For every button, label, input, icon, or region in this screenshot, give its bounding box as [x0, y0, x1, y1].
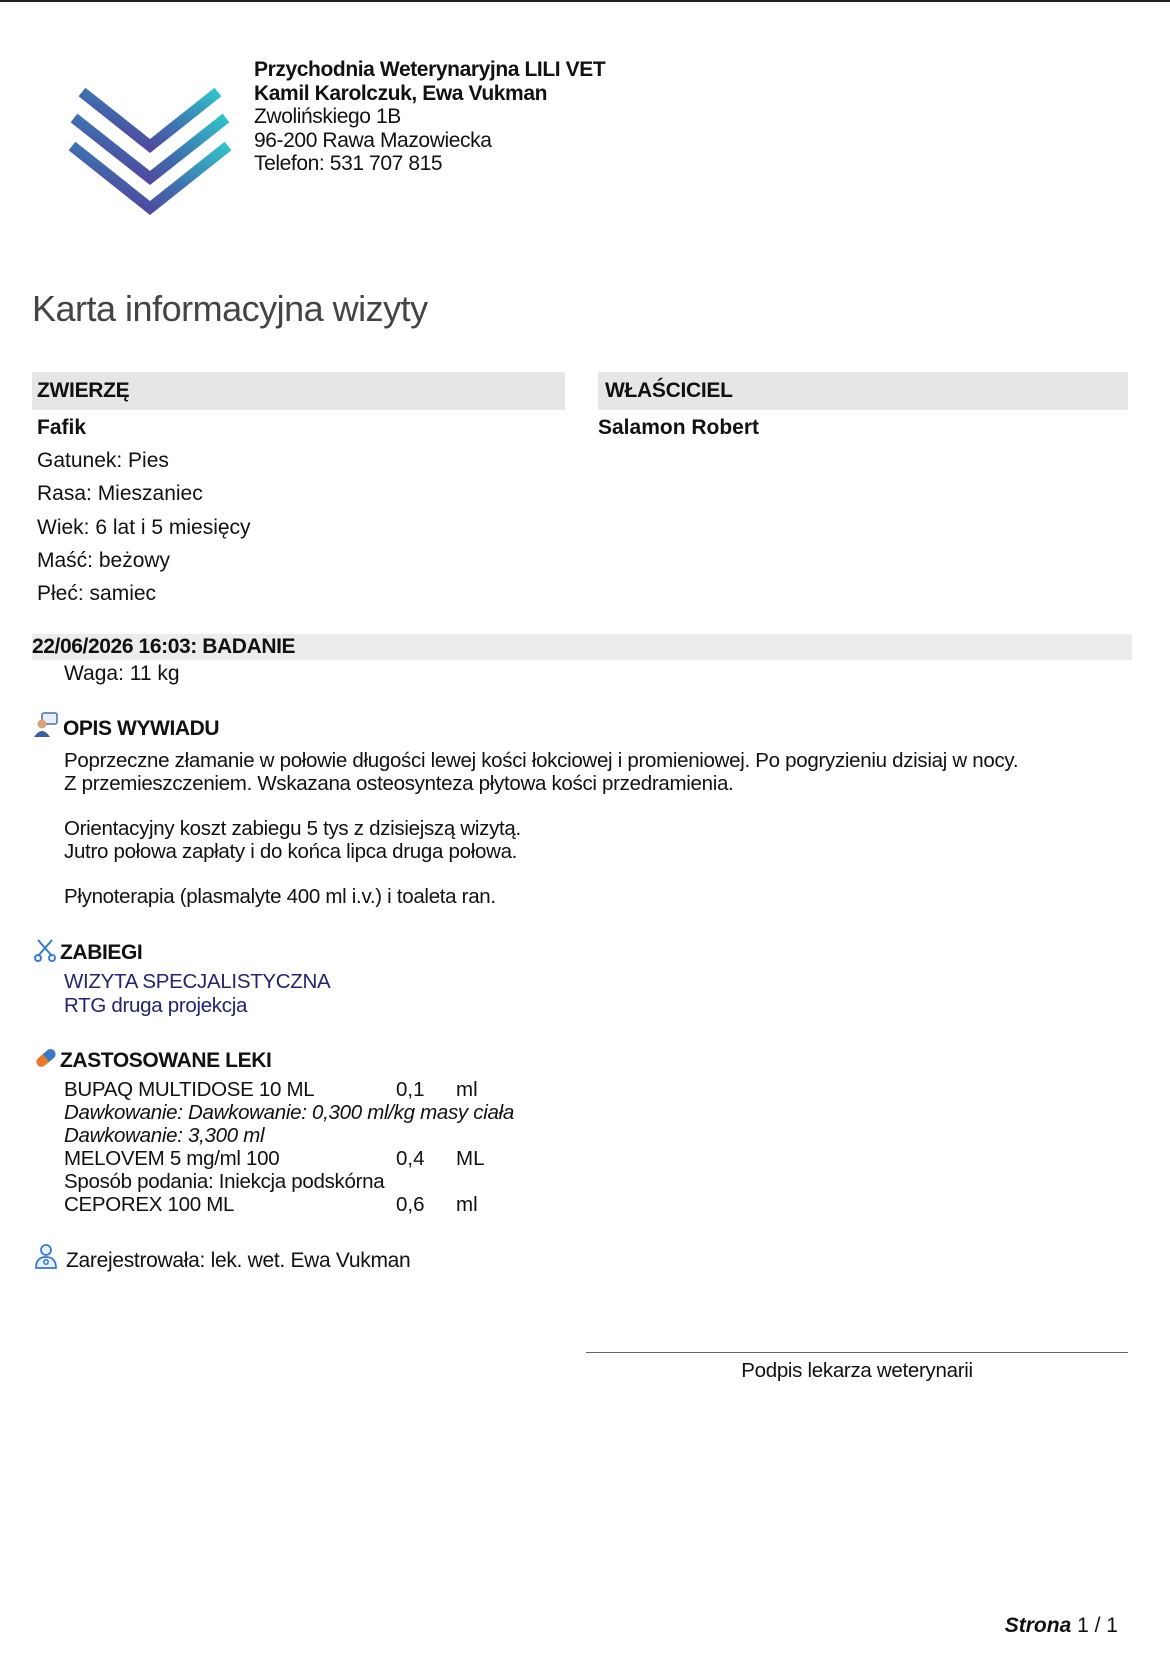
interview-icon [33, 712, 59, 738]
registered-by: Zarejestrowała: lek. wet. Ewa Vukman [66, 1249, 411, 1272]
page-number [1005, 1614, 1118, 1638]
page-title: Karta informacyjna wizyty [32, 288, 428, 329]
page-top-border [0, 0, 1170, 2]
visit-weight: Waga: 11 kg [64, 662, 180, 685]
page-total: / 1 [1094, 1614, 1118, 1637]
animal-age: Wiek: 6 lat i 5 miesięcy [37, 516, 251, 539]
interview-line: Orientacyjny koszt zabiegu 5 tys z dzisiejszą wizytą. [64, 817, 521, 840]
clinic-street: Zwolińskiego 1B [254, 105, 401, 128]
signature-line [586, 1352, 1128, 1353]
medication-quantity: 0,6 [396, 1193, 425, 1216]
pill-icon [33, 1045, 59, 1071]
animal-species: Gatunek: Pies [37, 449, 169, 472]
doctor-icon [33, 1243, 59, 1269]
visit-header: 22/06/2026 16:03: BADANIE [32, 634, 1132, 660]
animal-section-header: ZWIERZĘ [32, 372, 565, 410]
medication-quantity: 0,4 [396, 1147, 425, 1170]
animal-coat-color: Maść: beżowy [37, 549, 171, 572]
clinic-logo [68, 80, 248, 235]
interview-line: Płynoterapia (plasmalyte 400 ml i.v.) i toaleta ran. [64, 885, 496, 908]
medications-title: ZASTOSOWANE LEKI [60, 1049, 272, 1072]
interview-line: Poprzeczne złamanie w połowie długości lewej kości łokciowej i promieniowej. Po pogryzieniu dzisiaj w nocy. [64, 749, 1019, 772]
clinic-city: 96-200 Rawa Mazowiecka [254, 128, 492, 152]
owner-name: Salamon Robert [598, 416, 760, 439]
interview-paragraph [64, 885, 496, 908]
interview-line: Jutro połowa zapłaty i do końca lipca druga połowa. [64, 840, 518, 863]
clinic-phone: Telefon: 531 707 815 [254, 152, 443, 175]
animal-name: Fafik [37, 416, 87, 439]
animal-sex: Płeć: samiec [37, 582, 157, 605]
clinic-info [254, 58, 605, 176]
signature-label: Podpis lekarza weterynarii [741, 1359, 973, 1382]
scissors-icon [33, 937, 59, 963]
page-label: Strona [1004, 1614, 1072, 1637]
medication-quantity: 0,1 [396, 1078, 425, 1101]
interview-line: Z przemieszczeniem. Wskazana osteosynteza płytowa kości przedramienia. [64, 772, 734, 795]
procedure-item: WIZYTA SPECJALISTYCZNA [64, 970, 331, 993]
medication-dosage-note: Dawkowanie: Dawkowanie: 0,300 ml/kg masy ciała [64, 1101, 514, 1124]
page-current: 1 [1077, 1614, 1089, 1637]
medication-dosage-note: Dawkowanie: 3,300 ml [64, 1124, 265, 1147]
medication-name: MELOVEM 5 mg/ml 100 [64, 1147, 280, 1170]
interview-title: OPIS WYWIADU [63, 717, 220, 740]
interview-paragraph [64, 817, 521, 863]
owner-section-header: WŁAŚCICIEL [598, 372, 1128, 410]
clinic-name: Przychodnia Weterynaryjna LILI VET [254, 58, 606, 81]
interview-paragraph [64, 749, 1018, 795]
animal-breed: Rasa: Mieszaniec [37, 482, 203, 505]
medication-unit: ML [456, 1147, 485, 1170]
medication-unit: ml [456, 1078, 478, 1101]
clinic-doctors: Kamil Karolczuk, Ewa Vukman [254, 81, 548, 105]
medication-route-note: Sposób podania: Iniekcja podskórna [64, 1170, 385, 1193]
medication-name: BUPAQ MULTIDOSE 10 ML [64, 1078, 315, 1101]
procedures-title: ZABIEGI [60, 941, 143, 964]
procedure-item: RTG druga projekcja [64, 994, 248, 1017]
medication-unit: ml [456, 1193, 478, 1216]
medication-name: CEPOREX 100 ML [64, 1193, 235, 1216]
